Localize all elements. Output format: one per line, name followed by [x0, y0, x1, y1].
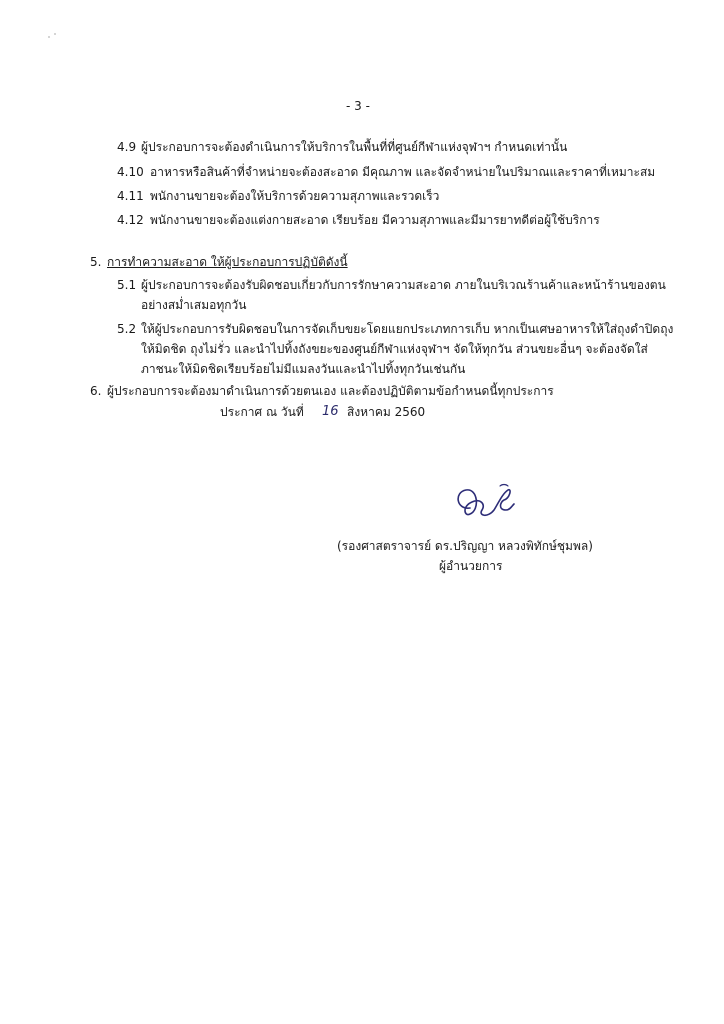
signatory-title: ผู้อำนวยการ — [439, 559, 503, 573]
section-number: 6. — [90, 384, 102, 398]
item-number: 5.2 — [117, 322, 137, 336]
item-text: อาหารหรือสินค้าที่จำหน่ายจะต้องสะอาด มีคุณภาพ และจัดจำหน่ายในปริมาณและราคาที่เหมาะสม — [150, 165, 656, 179]
item-text: ภาชนะให้มิดชิดเรียบร้อยไม่มีแมลงวันและนำไปทิ้งทุกวันเช่นกัน — [141, 362, 466, 376]
item-number: 4.11 — [117, 189, 144, 203]
section-text: ผู้ประกอบการจะต้องมาดำเนินการด้วยตนเอง และต้องปฏิบัติตามข้อกำหนดนี้ทุกประการ — [107, 384, 554, 398]
item-number: 4.10 — [117, 165, 144, 179]
scan-speck — [54, 33, 56, 35]
item-text: พนักงานขายจะต้องให้บริการด้วยความสุภาพและรวดเร็ว — [150, 189, 440, 203]
section-number: 5. — [90, 255, 102, 269]
item-text: อย่างสม่ำเสมอทุกวัน — [141, 298, 247, 312]
item-number: 4.12 — [117, 213, 144, 227]
announcement-month-year: สิงหาคม 2560 — [347, 405, 426, 419]
scan-speck — [48, 36, 50, 38]
page-number: - 3 - — [346, 99, 370, 113]
signature-image — [450, 480, 520, 530]
item-number: 4.9 — [117, 140, 137, 154]
item-text: ผู้ประกอบการจะต้องรับผิดชอบเกี่ยวกับการรักษาความสะอาด ภายในบริเวณร้านค้าและหน้าร้านของตน — [141, 278, 666, 292]
handwritten-day: 16 — [322, 404, 339, 419]
item-number: 5.1 — [117, 278, 137, 292]
signatory-name: (รองศาสตราจารย์ ดร.ปริญญา หลวงพิทักษ์ชุมพล) — [337, 539, 593, 553]
item-text: ผู้ประกอบการจะต้องดำเนินการให้บริการในพื้นที่ที่ศูนย์กีฬาแห่งจุฬาฯ กำหนดเท่านั้น — [141, 140, 568, 154]
item-text: พนักงานขายจะต้องแต่งกายสะอาด เรียบร้อย มีความสุภาพและมีมารยาทดีต่อผู้ใช้บริการ — [150, 213, 600, 227]
announcement-prefix: ประกาศ ณ วันที่ — [220, 405, 304, 419]
section-heading: การทำความสะอาด ให้ผู้ประกอบการปฏิบัติดังนี้ — [107, 255, 348, 269]
item-text: ให้ผู้ประกอบการรับผิดชอบในการจัดเก็บขยะโดยแยกประเภทการเก็บ หากเป็นเศษอาหารให้ใส่ถุงดำปิดถุง — [141, 322, 674, 336]
item-text: ให้มิดชิด ถุงไม่รั่ว และนำไปทิ้งถังขยะของศูนย์กีฬาแห่งจุฬาฯ จัดให้ทุกวัน ส่วนขยะอื่นๆ จะต้องจัดใส่ — [141, 342, 648, 356]
